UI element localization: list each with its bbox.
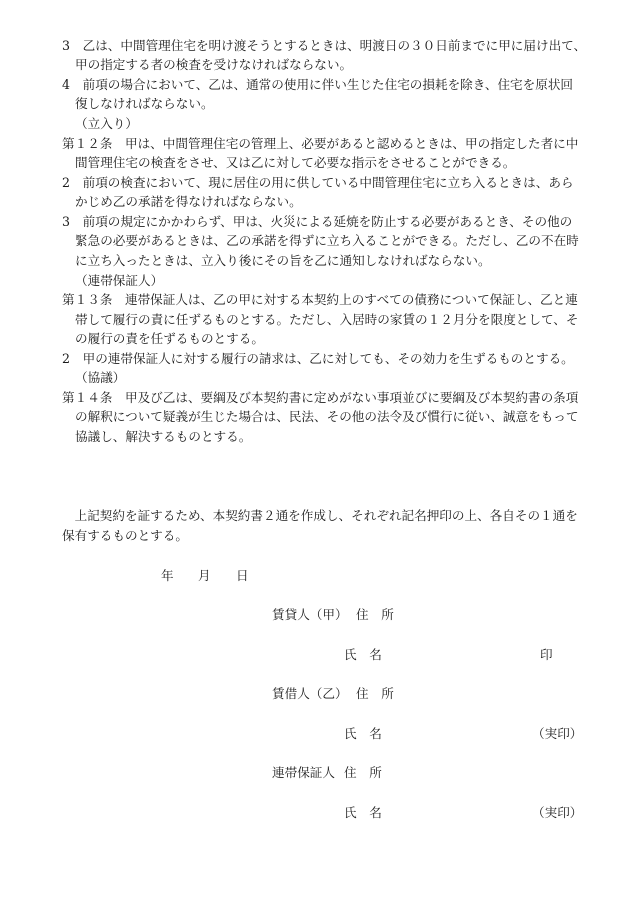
clause-line: 2 前項の検査において、現に居住の用に供している中間管理住宅に立ち入るときは、あら xyxy=(62,175,574,190)
clause-line: 3 前項の規定にかかわらず、甲は、火災による延焼を防止する必要があるとき、その他の xyxy=(62,214,573,229)
lessor-name-label: 氏 名 xyxy=(344,647,382,662)
article-heading: （連帯保証人） xyxy=(75,273,164,288)
clause-line: 協議し、解決するものとする。 xyxy=(75,429,252,444)
lessor-address-label: 住 所 xyxy=(356,607,394,622)
guarantor-address-label: 住 所 xyxy=(344,765,382,780)
clause-line: 緊急の必要があるときは、乙の承諾を得ずに立ち入ることができる。ただし、乙の不在時 xyxy=(75,233,579,248)
lessor-seal: 印 xyxy=(540,647,553,662)
clause-line: 4 前項の場合において、乙は、通常の使用に伴い生じた住宅の損耗を除き、住宅を原状回 xyxy=(62,77,574,92)
guarantor-name-label: 氏 名 xyxy=(344,805,382,820)
date-month: 月 xyxy=(198,568,211,583)
clause-line: 復しなければならない。 xyxy=(75,96,214,111)
lessee-role: 賃借人（乙） xyxy=(272,686,348,701)
clause-line: 2 甲の連帯保証人に対する履行の請求は、乙に対しても、その効力を生ずるものとする。 xyxy=(62,351,574,366)
clause-line: 帯して履行の責に任ずるものとする。ただし、入居時の家賃の１２月分を限度として、そ xyxy=(75,312,579,327)
article-heading: （協議） xyxy=(75,370,126,385)
article-14: 第１４条 甲及び乙は、要綱及び本契約書に定めがない事項並びに要綱及び本契約書の条項 xyxy=(62,390,579,405)
clause-line: の履行の責を任ずるものとする。 xyxy=(75,331,264,346)
clause-line: 甲の指定する者の検査を受けなければならない。 xyxy=(75,57,353,72)
clause-line: 3 乙は、中間管理住宅を明け渡そうとするときは、明渡日の３０日前までに甲に届け出て、 xyxy=(62,38,587,53)
lessee-seal: （実印） xyxy=(532,726,583,741)
date-day: 日 xyxy=(236,568,249,583)
lessee-address-label: 住 所 xyxy=(356,686,394,701)
guarantor-role: 連帯保証人 xyxy=(272,765,335,780)
article-heading: （立入り） xyxy=(75,116,138,131)
clause-line: に立ち入ったときは、立入り後にその旨を乙に通知しなければならない。 xyxy=(75,253,491,268)
guarantor-seal: （実印） xyxy=(532,805,583,820)
clause-line: かじめ乙の承諾を得なければならない。 xyxy=(75,194,302,209)
lessor-role: 賃貸人（甲） xyxy=(272,607,348,622)
closing-statement: 保有するものとする。 xyxy=(62,528,188,543)
clause-line: の解釈について疑義が生じた場合は、民法、その他の法令及び慣行に従い、誠意をもって xyxy=(75,409,579,424)
article-13: 第１３条 連帯保証人は、乙の甲に対する本契約上のすべての債務について保証し、乙と連 xyxy=(62,292,578,307)
closing-statement: 上記契約を証するため、本契約書２通を作成し、それぞれ記名押印の上、各自その１通を xyxy=(62,508,578,523)
lessee-name-label: 氏 名 xyxy=(344,726,382,741)
article-12: 第１２条 甲は、中間管理住宅の管理上、必要があると認めるときは、甲の指定した者に中 xyxy=(62,136,579,151)
clause-line: 間管理住宅の検査をさせ、又は乙に対して必要な指示をさせることができる。 xyxy=(75,155,516,170)
date-year: 年 xyxy=(161,568,174,583)
